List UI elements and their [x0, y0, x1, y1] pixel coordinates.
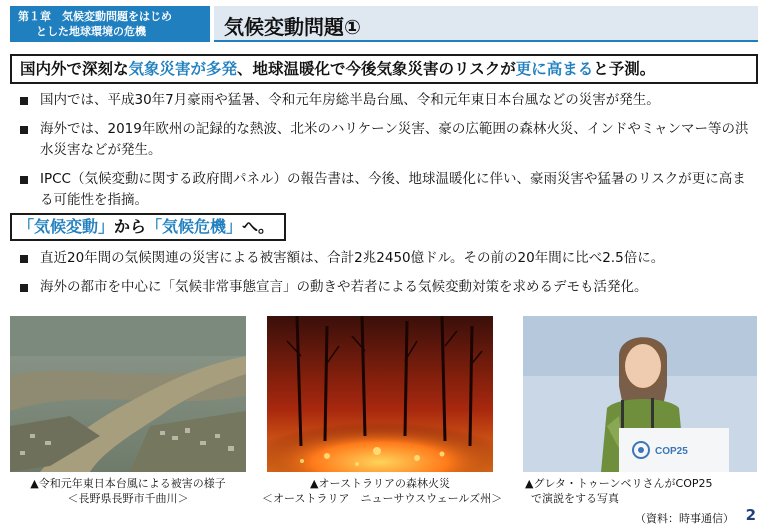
chapter-label: [10, 6, 210, 42]
caption-line: ＜オーストラリア ニューサウスウェールズ州＞: [262, 492, 503, 505]
source-note: （資料：時事通信）: [635, 512, 734, 525]
headline-highlight: 気象災害が多発: [128, 60, 238, 78]
bullet-list-bottom: [18, 248, 753, 306]
bullet-item: [18, 277, 753, 298]
bullet-square-icon: [20, 255, 28, 263]
bullet-item: [18, 248, 753, 269]
flood-photo: [10, 316, 246, 472]
flood-caption: [10, 476, 246, 506]
bullet-square-icon: [20, 126, 28, 134]
bullet-square-icon: [20, 97, 28, 105]
bullet-text: 海外の都市を中心に「気候非常事態宣言」の動きや若者による気候変動対策を求めるデモも活発化。: [40, 279, 648, 295]
bullet-text: 海外では、2019年欧州の記録的な熱波、北米のハリケーン災害、豪の広範囲の森林火災、インドやミャンマー等の洪水災害などが発生。: [40, 121, 749, 158]
caption-line: ＜長野県長野市千曲川＞: [67, 492, 189, 505]
bullet-item: [18, 169, 753, 211]
wildfire-image-icon: [267, 316, 493, 472]
subheadline-text: から: [114, 217, 147, 236]
slide-header: [10, 6, 758, 42]
flood-image-icon: [10, 316, 246, 472]
caption-line: で演説をする写真: [531, 492, 619, 505]
chapter-label-line1: 第１章 気候変動問題をはじめ: [18, 10, 172, 23]
headline-box: [10, 54, 758, 84]
bullet-text: 国内では、平成30年7月豪雨や猛暑、令和元年房総半島台風、令和元年東日本台風などの災害が発生。: [40, 92, 660, 108]
podium-label: COP25: [655, 446, 688, 457]
bullet-item: [18, 119, 753, 161]
chapter-label-line2: とした地球環境の危機: [36, 25, 146, 38]
cop25-caption: [525, 476, 755, 506]
subheadline-highlight: 「気候変動」: [18, 217, 115, 236]
page-title: 気候変動問題①: [224, 15, 361, 39]
caption-line: ▲グレタ・トゥーンベリさんがCOP25: [525, 477, 713, 490]
subheadline-box: [10, 213, 286, 241]
headline-text: 、地球温暖化で今後気象災害のリスクが: [237, 60, 516, 78]
wildfire-photo: [267, 316, 493, 472]
bullet-text: IPCC（気候変動に関する政府間パネル）の報告書は、今後、地球温暖化に伴い、豪雨災害や猛暑のリスクが更に高まる可能性を指摘。: [40, 171, 746, 208]
page-number: 2: [745, 506, 756, 524]
wildfire-caption: [262, 476, 503, 506]
headline-text: 国内外で深刻な: [20, 60, 129, 78]
bullet-square-icon: [20, 176, 28, 184]
subheadline-text: へ。: [242, 217, 275, 236]
caption-line: ▲令和元年東日本台風による被害の様子: [30, 477, 226, 490]
caption-line: ▲オーストラリアの森林火災: [310, 477, 450, 490]
bullet-square-icon: [20, 284, 28, 292]
bullet-list-top: [18, 90, 753, 219]
speaker-image-icon: [523, 316, 757, 472]
headline-highlight: 更に高まる: [515, 60, 594, 78]
subheadline-highlight: 「気候危機」: [146, 217, 243, 236]
headline-text: と予測。: [593, 60, 656, 78]
cop25-photo: [523, 316, 757, 472]
bullet-text: 直近20年間の気候関連の災害による被害額は、合計2兆2450億ドル。その前の20年間に比べ2.5倍に。: [40, 250, 665, 266]
title-bar: [214, 6, 758, 42]
bullet-item: [18, 90, 753, 111]
